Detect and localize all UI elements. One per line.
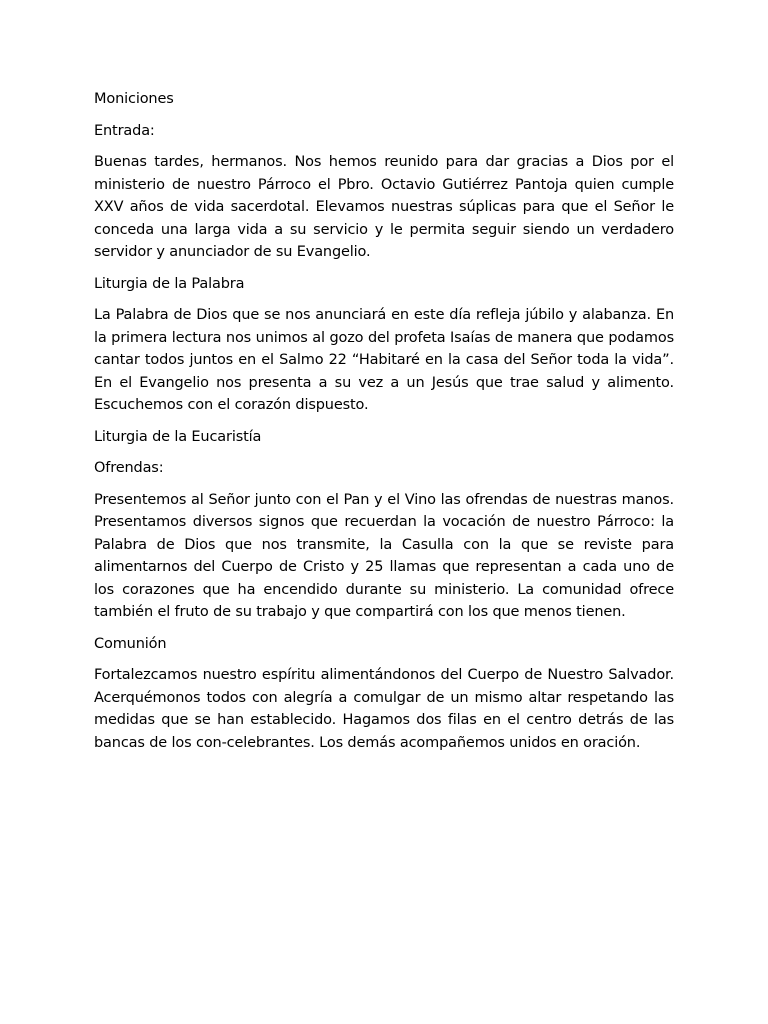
section-heading-entrada: Entrada:	[94, 122, 155, 139]
section-heading-liturgia-eucaristia: Liturgia de la Eucaristía	[94, 428, 262, 445]
section-text-ofrendas: Presentemos al Señor junto con el Pan y el Vino las ofrendas de nuestras manos. Presentamos diversos signos que recuerdan la vocación de nuestro Párroco: la Palabra de Dios que nos transmite, la Casulla con la que se reviste para alimentarnos del Cuerpo de Cristo y 25 llamas que representan a cada uno de los corazones que ha encendido durante su ministerio. La comunidad ofrece también el fruto de su trabajo y que compartirá con los que menos tienen.	[94, 491, 674, 620]
section-subheading-ofrendas: Ofrendas:	[94, 460, 164, 476]
section-heading-liturgia-palabra: Liturgia de la Palabra	[94, 275, 245, 292]
section-heading-comunion: Comunión	[94, 635, 167, 652]
document-page	[94, 88, 674, 763]
section-text-entrada: Buenas tardes, hermanos. Nos hemos reunido para dar gracias a Dios por el ministerio de nuestro Párroco el Pbro. Octavio Gutiérrez Pantoja quien cumple XXV años de vida sacerdotal. Elevamos nuestras súplicas para que el Señor le conceda una larga vida a su servicio y le permita seguir siendo un verdadero servidor y anunciador de su Evangelio.	[94, 154, 674, 260]
section-text-liturgia-palabra: La Palabra de Dios que se nos anunciará en este día refleja júbilo y alabanza. En la primera lectura nos unimos al gozo del profeta Isaías de manera que podamos cantar todos juntos en el Salmo 22 “Habitaré en la casa del Señor toda la vida”. En el Evangelio nos presenta a su vez a un Jesús que trae salud y alimento. Escuchemos con el corazón dispuesto.	[94, 307, 674, 413]
section-text-comunion: Fortalezcamos nuestro espíritu alimentándonos del Cuerpo de Nuestro Salvador. Acerquémonos todos con alegría a comulgar de un mismo altar respetando las medidas que se han establecido. Hagamos dos filas en el centro detrás de las bancas de los con-celebrantes. Los demás acompañemos unidos en oración.	[94, 667, 674, 751]
document-title: Moniciones	[94, 91, 174, 107]
